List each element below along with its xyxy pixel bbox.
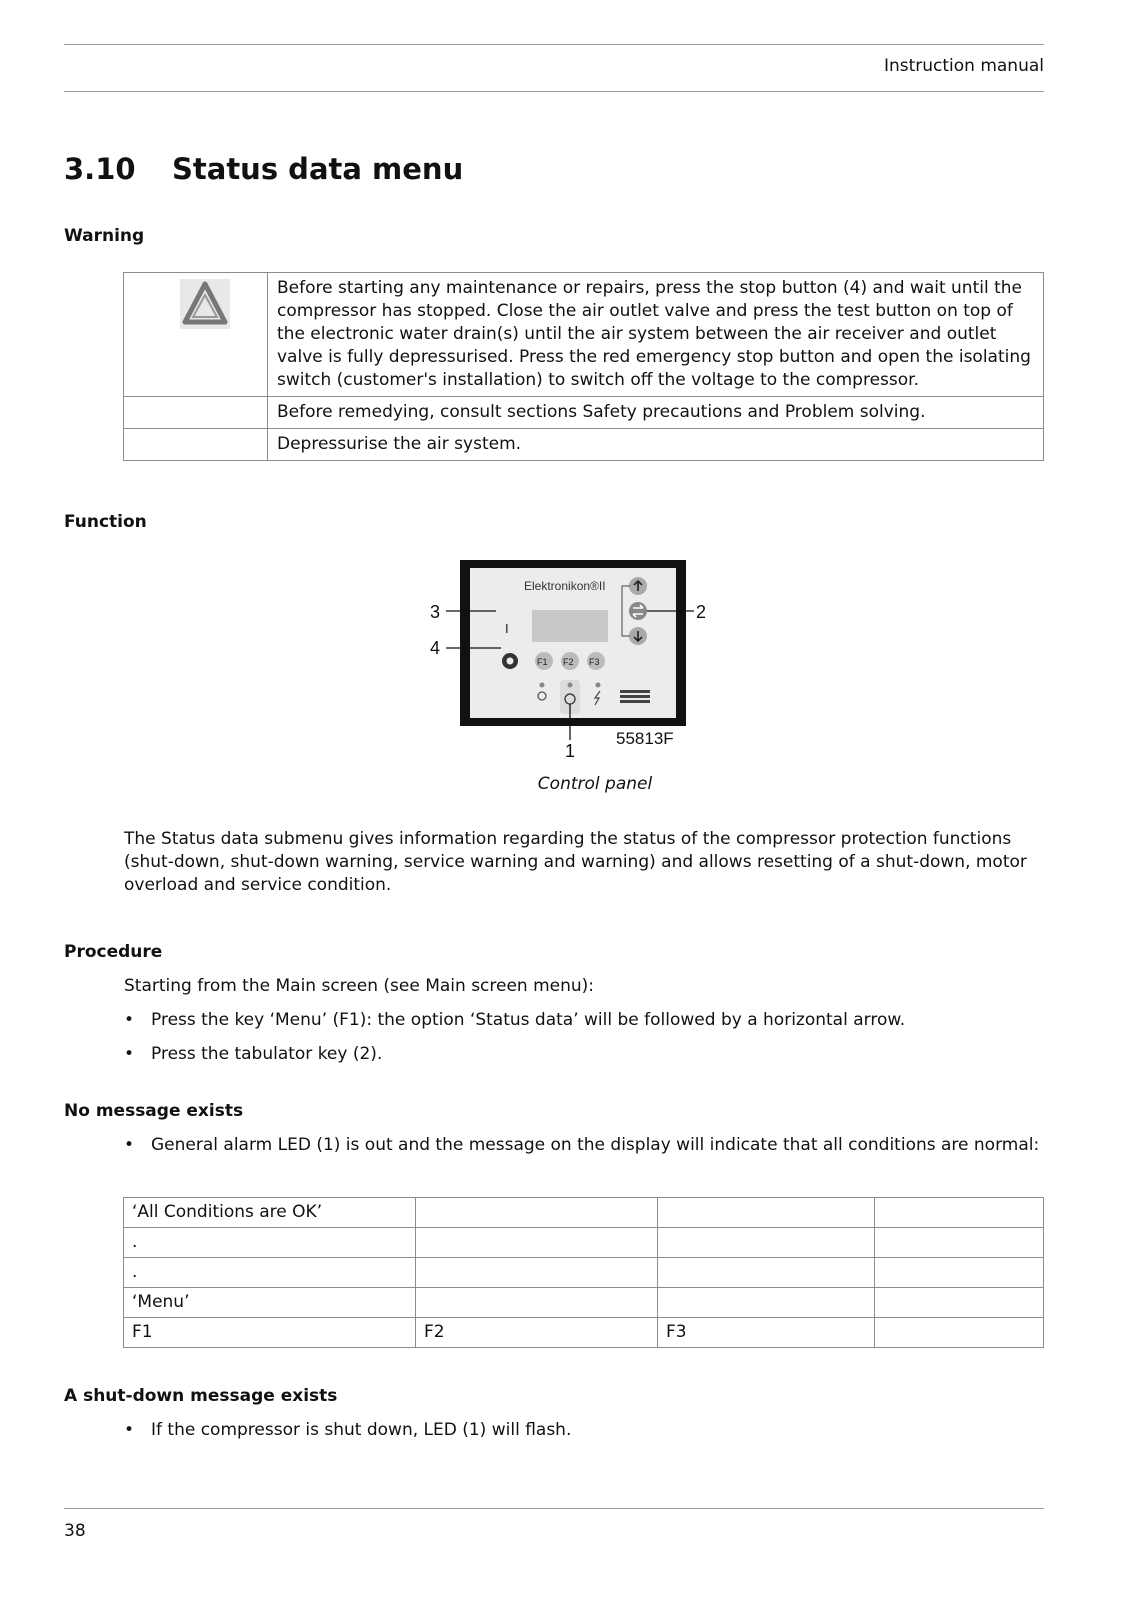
procedure-heading: Procedure xyxy=(64,942,163,962)
warning-table xyxy=(123,272,1044,461)
stop-button-center xyxy=(507,658,514,665)
display-cell xyxy=(658,1228,875,1258)
display-line-2: . xyxy=(124,1228,416,1258)
display-row xyxy=(124,1228,1044,1258)
display-row xyxy=(124,1288,1044,1318)
header-bottom-rule xyxy=(64,91,1044,92)
header-title: Instruction manual xyxy=(883,56,1044,76)
display-key-f2: F2 xyxy=(416,1318,658,1348)
warning-row xyxy=(124,429,1044,461)
footer-rule xyxy=(64,1508,1044,1509)
figure-caption: Control panel xyxy=(537,774,653,794)
callout-2: 2 xyxy=(696,602,707,622)
figure-code: 55813F xyxy=(616,729,674,748)
warning-empty-cell xyxy=(124,397,268,429)
led-right xyxy=(596,683,601,688)
function-description: The Status data submenu gives information regarding the status of the compressor protection functions (shut-down, shut-down warning, service warning and warning) and allows resetting of a shut-down, motor overload and service condition. xyxy=(124,829,1027,895)
procedure-step-1: • Press the key ‘Menu’ (F1): the option ‘Status data’ will be followed by a horizontal arrow. xyxy=(124,1009,1044,1032)
callout-1: 1 xyxy=(565,741,576,761)
display-keys-row xyxy=(124,1318,1044,1348)
procedure-intro: Starting from the Main screen (see Main screen menu): xyxy=(124,976,595,996)
shutdown-bullet: • If the compressor is shut down, LED (1) will flash. xyxy=(124,1419,1044,1442)
key-f2-label: F2 xyxy=(563,657,574,667)
tabulator-button xyxy=(629,602,647,620)
display-cell xyxy=(658,1198,875,1228)
display-cell xyxy=(416,1198,658,1228)
display-cell xyxy=(416,1258,658,1288)
panel-brand: Elektronikon®II xyxy=(524,579,606,593)
warning-row xyxy=(124,273,1044,397)
shutdown-heading: A shut-down message exists xyxy=(64,1386,338,1406)
display-key-f1: F1 xyxy=(124,1318,416,1348)
display-cell xyxy=(658,1258,875,1288)
function-heading: Function xyxy=(64,512,147,532)
display-cell xyxy=(658,1288,875,1318)
led-left xyxy=(540,683,545,688)
panel-display xyxy=(532,610,608,642)
display-row xyxy=(124,1258,1044,1288)
key-f1-label: F1 xyxy=(537,657,548,667)
procedure-step-2: • Press the tabulator key (2). xyxy=(124,1043,1044,1066)
display-cell xyxy=(875,1288,1044,1318)
no-message-bullet: • General alarm LED (1) is out and the message on the display will indicate that all conditions are normal: xyxy=(124,1134,1044,1157)
header-top-rule xyxy=(64,44,1044,45)
section-number: 3.10 xyxy=(64,152,136,186)
display-cell xyxy=(875,1198,1044,1228)
display-line-1: ‘All Conditions are OK’ xyxy=(124,1198,416,1228)
display-row xyxy=(124,1198,1044,1228)
warning-triangle-icon xyxy=(180,279,230,329)
callout-3: 3 xyxy=(430,602,441,622)
display-cell xyxy=(875,1228,1044,1258)
control-panel-figure xyxy=(420,552,730,762)
section-title xyxy=(64,152,463,186)
display-cell xyxy=(416,1288,658,1318)
warning-text-2: Before remedying, consult sections Safety precautions and Problem solving. xyxy=(268,397,1044,429)
display-table xyxy=(123,1197,1044,1348)
general-alarm-led xyxy=(568,683,573,688)
display-line-4: ‘Menu’ xyxy=(124,1288,416,1318)
warning-text-3: Depressurise the air system. xyxy=(268,429,1044,461)
warning-row xyxy=(124,397,1044,429)
no-message-heading: No message exists xyxy=(64,1101,244,1121)
start-button: I xyxy=(505,621,509,636)
key-f3-label: F3 xyxy=(589,657,600,667)
display-cell xyxy=(416,1228,658,1258)
warning-icon-cell xyxy=(124,273,268,397)
display-cell xyxy=(875,1318,1044,1348)
warning-heading: Warning xyxy=(64,226,145,246)
warning-text-1: Before starting any maintenance or repairs, press the stop button (4) and wait until the compressor has stopped. Close the air outlet valve and press the test button on top of the electronic water drain(s) until the air system between the air receiver and outlet valve is fully depressurised. Press the red emergency stop button and open the isolating switch (customer's installation) to switch off the voltage to the compressor. xyxy=(268,273,1044,397)
warning-empty-cell xyxy=(124,429,268,461)
display-cell xyxy=(875,1258,1044,1288)
brand-logo xyxy=(620,690,650,703)
display-line-3: . xyxy=(124,1258,416,1288)
section-title-text: Status data menu xyxy=(172,152,464,186)
page-number: 38 xyxy=(64,1521,86,1541)
display-key-f3: F3 xyxy=(658,1318,875,1348)
callout-4: 4 xyxy=(430,638,441,658)
